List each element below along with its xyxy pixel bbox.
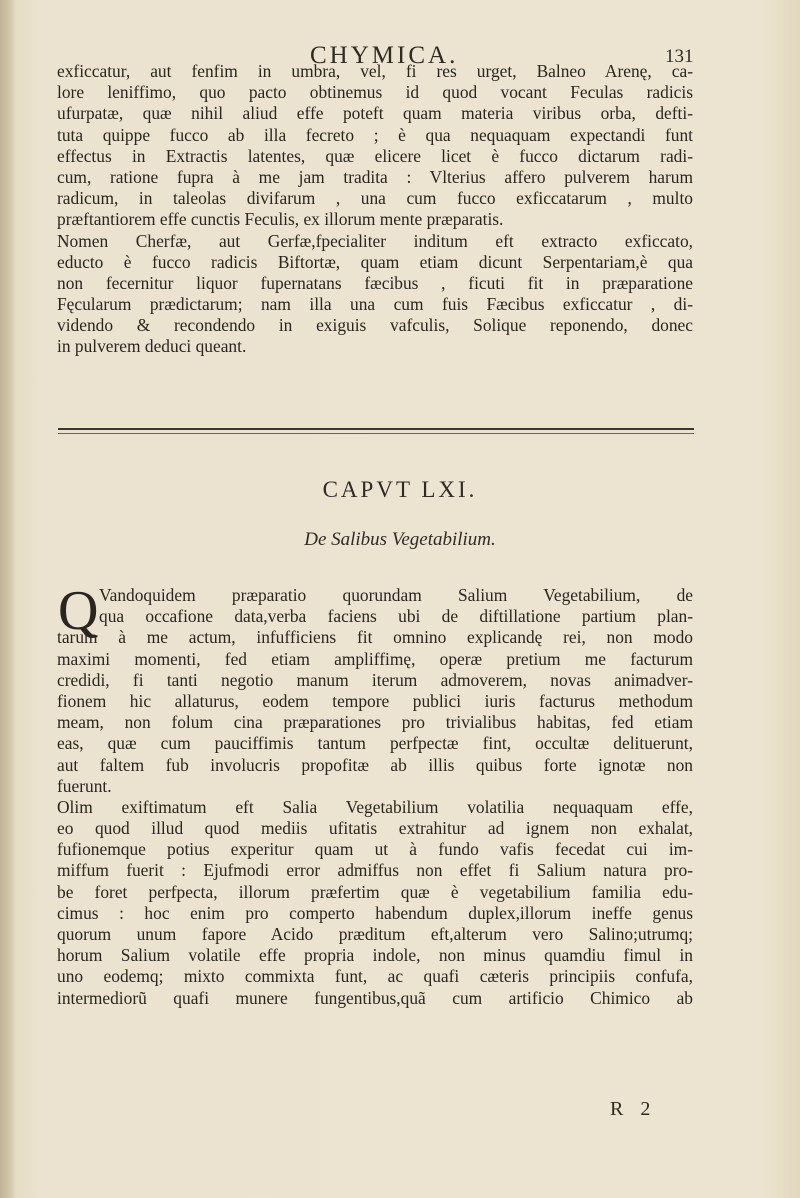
text-line: videndo & recondendo in exiguis vafculis, Solique reponendo, donec <box>57 315 693 336</box>
catchword-signature: R 2 <box>610 1098 657 1120</box>
text-line: in pulverem deduci queant. <box>57 336 247 357</box>
text-line: fuerunt. <box>57 775 112 796</box>
text-line: be foret perfpecta, illorum præfertim quæ è vegetabilium familia edu- <box>57 881 693 902</box>
text-line: miffum fuerit : Ejufmodi error admiffus non effet fi Salium natura pro- <box>57 860 693 881</box>
text-line: Olim exiftimatum eft Salia Vegetabilium volatilia nequaquam effe, <box>57 796 693 817</box>
text-line: credidi, fi tanti negotio manum iterum admoverem, novas animadver- <box>57 669 693 690</box>
text-line: Nomen Cherfæ, aut Gerfæ,fpecialiter inditum eft extracto exficcato, <box>57 230 693 251</box>
page-gutter-shadow <box>0 0 16 1198</box>
text-line: qua occafione data,verba faciens ubi de diftillatione partium plan- <box>99 606 693 627</box>
text-block-upper <box>57 61 693 358</box>
section-divider-thin <box>58 433 694 434</box>
text-line: quorum unum fapore Acido præditum eft,alterum vero Salino;utrumq; <box>57 924 693 944</box>
text-line: fufionemque potius experitur quam ut à fundo vafis fecedat cui im- <box>57 839 693 860</box>
text-line: lore leniffimo, quo pacto obtinemus id quod vocant Feculas radicis <box>57 82 693 103</box>
text-line: horum Salium volatile effe propria indole, non minus quamdiu fimul in <box>57 945 693 966</box>
text-line: ufurpatæ, quæ nihil aliud effe poteft quam materia viribus orba, defti- <box>57 103 693 124</box>
text-line: eas, quæ cum pauciffimis tantum perfpectæ fint, occultæ delituerunt, <box>57 733 693 754</box>
text-line: Vandoquidem præparatio quorundam Salium Vegetabilium, de <box>99 585 693 605</box>
text-line: meam, non folum cina præparationes pro trivialibus habitas, fed etiam <box>57 712 693 733</box>
page-number: 131 <box>665 46 694 67</box>
text-block-lower <box>57 580 693 1009</box>
chapter-subtitle: De Salibus Vegetabilium. <box>304 529 496 550</box>
text-line: cimus : hoc enim pro comperto habendum duplex,illorum ineffe genus <box>57 902 693 923</box>
text-line: Fęcularum prædictarum; nam illa una cum fuis Fæcibus exficcatur , di- <box>57 294 693 315</box>
text-line: radicum, in taleolas divifarum , una cum fucco exficcatarum , multo <box>57 188 693 209</box>
text-line: educto è fucco radicis Biftortæ, quam etiam dicunt Serpentariam,è qua <box>57 251 693 272</box>
text-line: uno eodemq; mixto commixta funt, ac quafi cæteris principiis confufa, <box>57 966 693 987</box>
text-line: fionem hic allaturus, eodem tempore publici iuris facturus methodum <box>57 690 693 711</box>
text-line: effectus in Extractis latentes, quæ elicere licet è fucco dictarum radi- <box>57 145 693 166</box>
text-line: præftantiorem effe cunctis Feculis, ex illorum mente præparatis. <box>57 209 504 230</box>
section-divider-thick <box>58 428 694 430</box>
text-line: intermediorũ quafi munere fungentibus,quã cum artificio Chimico ab <box>57 987 693 1008</box>
text-line: non fecernitur liquor fupernatans fæcibus , ficuti fit in præparatione <box>57 272 693 293</box>
text-line: exficcatur, aut fenfim in umbra, vel, fi res urget, Balneo Arenę, ca- <box>57 61 693 81</box>
text-line: tuta quippe fucco ab illa fecreto ; è qua nequaquam expectandi funt <box>57 124 693 145</box>
text-line: eo quod illud quod mediis ufitatis extrahitur ad ignem non exhalat, <box>57 818 693 839</box>
text-line: aut faltem fub involucris propofitæ ab illis quibus forte ignotæ non <box>57 754 693 775</box>
drop-cap: Q <box>58 580 99 642</box>
text-line: tarum à me actum, infufficiens fit omnino explicandę rei, non modo <box>57 627 693 648</box>
text-line: cum, ratione fupra à me jam tradita : Vlterius affero pulverem harum <box>57 166 693 187</box>
running-title: CHYMICA. <box>310 42 459 69</box>
chapter-heading: CAPVT LXI. <box>322 477 478 502</box>
text-line: maximi momenti, fed etiam ampliffimę, operæ pretium me facturum <box>57 648 693 669</box>
